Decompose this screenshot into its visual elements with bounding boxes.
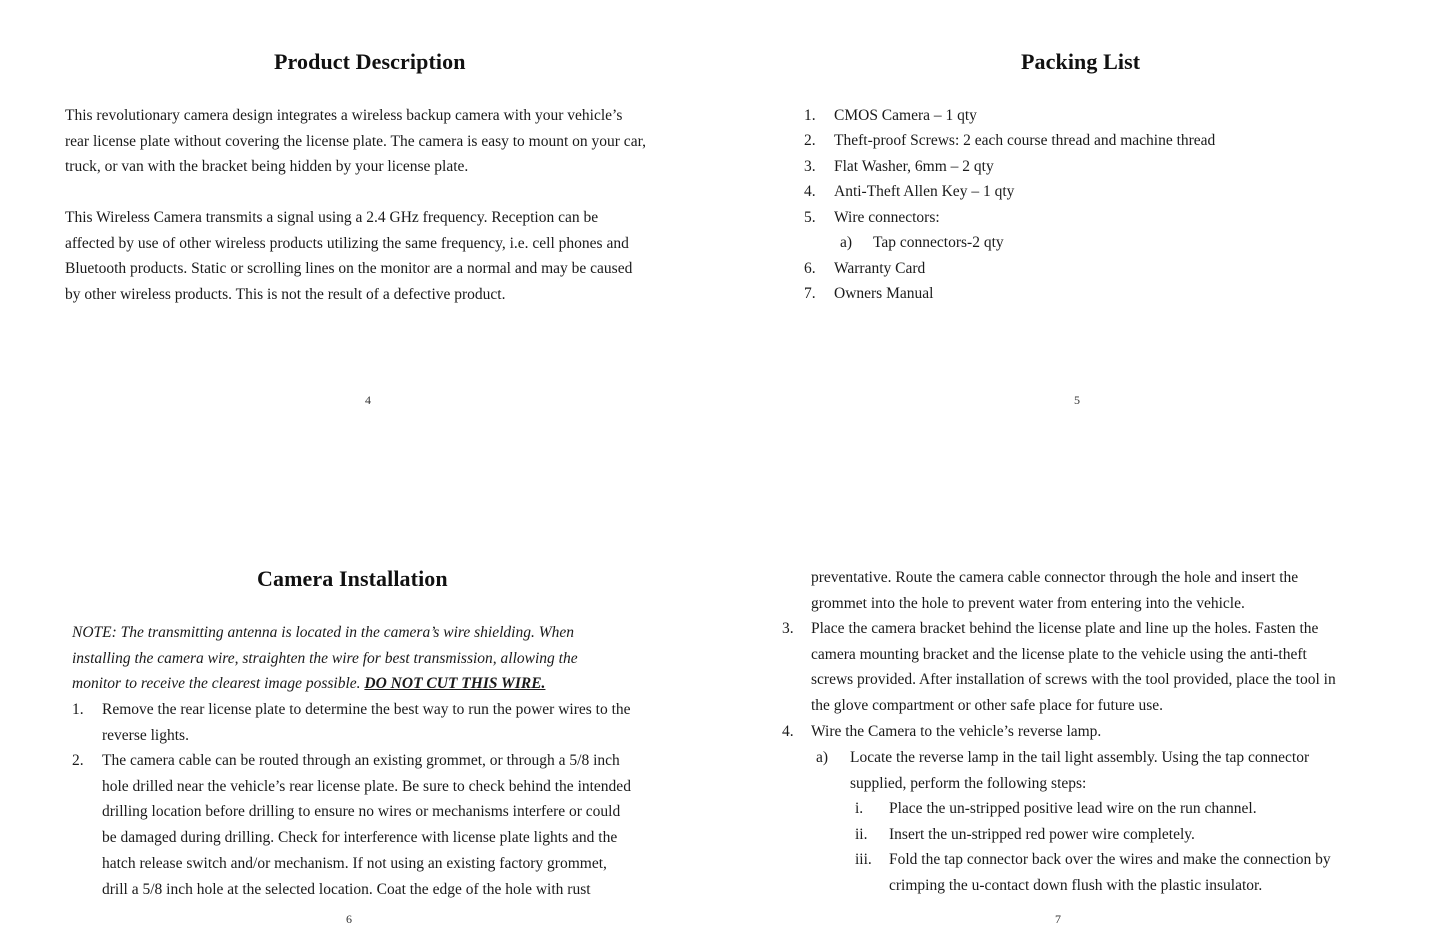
text-line: camera mounting bracket and the license plate to the vehicle using the anti-theft — [811, 645, 1307, 663]
list-item-number: 2. — [804, 132, 816, 149]
text-line: preventative. Route the camera cable connector through the hole and insert the — [811, 569, 1299, 586]
text-line: drill a 5/8 inch hole at the selected location. Coat the edge of the hole with rust — [102, 880, 591, 898]
step-text: Wire the Camera to the vehicle’s reverse lamp. — [811, 723, 1102, 740]
text-line: This Wireless Camera transmits a signal using a 2.4 GHz frequency. Reception can be — [65, 209, 599, 226]
list-item-number: 5. — [804, 209, 816, 226]
text-line: be damaged during drilling. Check for interference with license plate lights and the — [102, 829, 618, 847]
step-number: 1. — [72, 701, 84, 718]
step-number: 2. — [72, 752, 84, 769]
text-line: the glove compartment or other safe place for future use. — [811, 697, 1164, 715]
text-line: NOTE: The transmitting antenna is located in the camera’s wire shielding. When — [72, 624, 574, 641]
list-item-number: 3. — [804, 158, 816, 175]
product-description-paragraph-2 — [65, 205, 632, 308]
text-line: drilling location before drilling to ensure no wires or mechanisms interfere or could — [102, 803, 621, 821]
step-number: 3. — [782, 620, 794, 637]
list-item-number: 6. — [804, 260, 816, 277]
step-2 — [72, 748, 631, 902]
step-4-sub-a — [816, 745, 1309, 796]
step-number: a) — [816, 749, 829, 766]
text-line: Place the camera bracket behind the license plate and line up the holes. Fasten the — [811, 620, 1319, 637]
list-item-text: CMOS Camera – 1 qty — [834, 107, 977, 124]
text-line: The camera cable can be routed through an existing grommet, or through a 5/8 inch — [102, 752, 620, 769]
text-line: rear license plate without covering the license plate. The camera is easy to mount on your car, — [65, 132, 646, 150]
text-line: Locate the reverse lamp in the tail light assembly. Using the tap connector — [850, 749, 1310, 766]
roman-step-iii — [855, 847, 1331, 898]
step-3 — [782, 616, 1336, 719]
page-number-4: 4 — [365, 393, 371, 407]
step-text: Insert the un-stripped red power wire completely. — [889, 826, 1195, 843]
product-description-paragraph-1 — [65, 103, 646, 180]
note-text: monitor to receive the clearest image possible. — [72, 675, 361, 693]
text-line: This revolutionary camera design integrates a wireless backup camera with your vehicle’s — [65, 107, 623, 124]
step-number: iii. — [855, 851, 872, 868]
list-item-text: Flat Washer, 6mm – 2 qty — [834, 158, 994, 175]
list-item-text: Tap connectors-2 qty — [873, 234, 1004, 251]
text-line — [72, 671, 578, 697]
text-line: Fold the tap connector back over the wires and make the connection by — [889, 851, 1331, 868]
page-number-6: 6 — [346, 912, 352, 926]
text-line: affected by use of other wireless products utilizing the same frequency, i.e. cell phones and — [65, 234, 629, 252]
text-line: hole drilled near the vehicle’s rear license plate. Be sure to check behind the intended — [102, 777, 631, 795]
text-line: grommet into the hole to prevent water from entering into the vehicle. — [811, 594, 1245, 612]
step-2-continued — [811, 565, 1298, 616]
text-line: crimping the u-contact down flush with the plastic insulator. — [889, 876, 1263, 894]
list-item-number: a) — [840, 234, 853, 251]
step-1 — [72, 697, 631, 748]
text-line: supplied, perform the following steps: — [850, 774, 1087, 792]
product-description-heading: Product Description — [274, 49, 466, 74]
page-number-5: 5 — [1074, 393, 1080, 407]
camera-installation-heading: Camera Installation — [257, 566, 448, 591]
text-line: Bluetooth products. Static or scrolling lines on the monitor are a normal and may be caused — [65, 260, 633, 278]
list-item-text: Wire connectors: — [834, 209, 940, 226]
step-number: i. — [855, 800, 864, 817]
list-item-number: 4. — [804, 183, 816, 200]
list-item-text: Owners Manual — [834, 285, 934, 302]
packing-list-heading: Packing List — [1021, 49, 1141, 74]
list-item-text: Warranty Card — [834, 260, 926, 277]
warning-text: DO NOT CUT THIS WIRE. — [364, 675, 546, 693]
step-text: Place the un-stripped positive lead wire on the run channel. — [889, 800, 1257, 817]
list-item-number: 1. — [804, 107, 816, 124]
installation-note — [72, 620, 578, 697]
step-number: 4. — [782, 723, 794, 740]
text-line: reverse lights. — [102, 726, 189, 744]
step-number: ii. — [855, 826, 868, 843]
text-line: Remove the rear license plate to determine the best way to run the power wires to the — [102, 701, 631, 718]
text-line: truck, or van with the bracket being hidden by your license plate. — [65, 158, 469, 176]
text-line: installing the camera wire, straighten the wire for best transmission, allowing the — [72, 649, 578, 667]
list-item-number: 7. — [804, 285, 816, 302]
list-item-text: Anti-Theft Allen Key – 1 qty — [834, 183, 1015, 200]
text-line: by other wireless products. This is not the result of a defective product. — [65, 286, 506, 304]
page-number-7: 7 — [1055, 912, 1061, 926]
text-line: hatch release switch and/or mechanism. If not using an existing factory grommet, — [102, 854, 607, 872]
text-line: screws provided. After installation of screws with the tool provided, place the tool in — [811, 671, 1336, 689]
list-item-text: Theft-proof Screws: 2 each course thread and machine thread — [834, 132, 1216, 149]
